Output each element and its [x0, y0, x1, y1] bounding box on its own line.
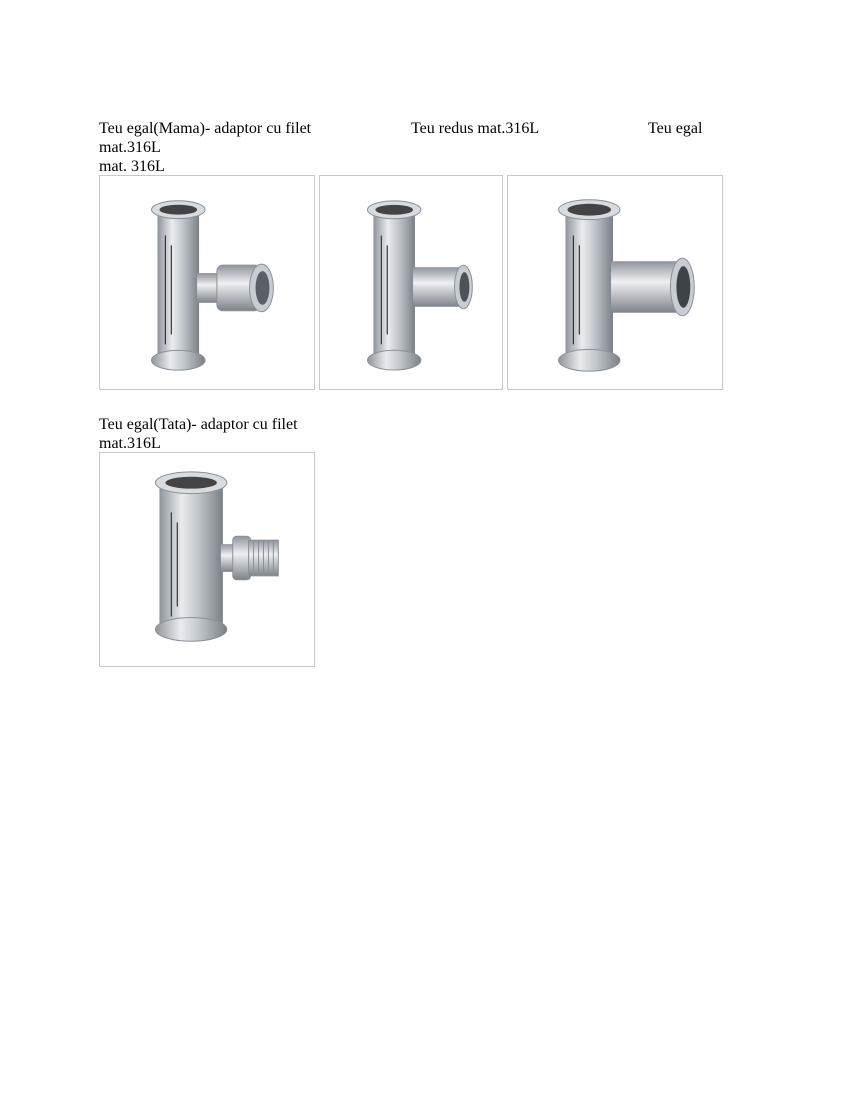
caption-equal-tee: Teu egal [648, 120, 703, 137]
caption-tee-female-adapter: Teu egal(Mama)- adaptor cu filet [99, 120, 312, 137]
tee-female-adapter-image [99, 175, 315, 390]
tee-male-adapter-image [99, 452, 315, 667]
caption-tee-male-adapter: Teu egal(Tata)- adaptor cu filet [99, 416, 298, 433]
reducing-tee-image [319, 175, 503, 390]
caption-tee-female-adapter-material: mat.316L [99, 139, 161, 156]
caption-reducing-tee: Teu redus mat.316L [411, 120, 540, 137]
caption-tee-male-adapter-material: mat.316L [99, 435, 161, 452]
reducing-tee-photo [320, 176, 502, 389]
equal-tee-photo [508, 176, 722, 389]
caption-equal-tee-material: mat. 316L [99, 158, 165, 175]
tee-male-thread-adapter-photo [100, 453, 314, 666]
tee-female-thread-adapter-photo [100, 176, 314, 389]
equal-tee-image [507, 175, 723, 390]
